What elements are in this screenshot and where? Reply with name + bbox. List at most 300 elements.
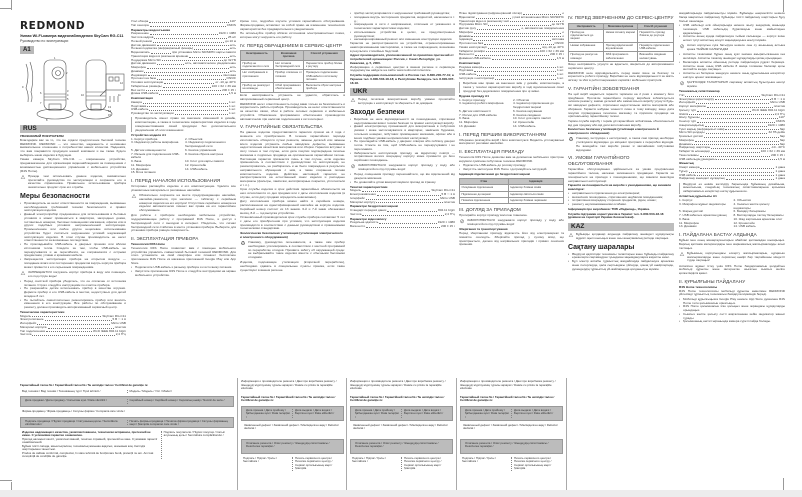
repair-coupon bbox=[460, 380, 563, 485]
signature-field: Подпись / Підпис / Қолы / Semnătura / bbox=[243, 455, 277, 463]
parts-list-item: 9. База bbox=[679, 216, 690, 221]
chapter-heading: II. ЕКСПЛУАТАЦІЯ ПРИЛАДУ bbox=[459, 149, 525, 154]
spec-value: 110° bbox=[229, 20, 236, 23]
seller-signature-field: Подпись продавца / Підпис продавця / Сатушының қолы / Semnătura vânzătorului / bbox=[25, 418, 118, 426]
spec-label: Micro SD қолдауы bbox=[679, 130, 705, 135]
parts-list-item: 12. Кронштейн bbox=[733, 220, 755, 225]
column-6 bbox=[568, 12, 674, 488]
accept-date-field: Дата приема / Дата прийому / Қабылданған күні / Data recepției / bbox=[465, 407, 509, 419]
spec-label: Жиілік bbox=[679, 111, 689, 116]
callout-13: 13 bbox=[108, 106, 111, 110]
spec-value: от -10 до 40°С bbox=[215, 80, 236, 84]
bullet-item: • Қосымшаның негізгі экранында камера суреті пайда болады. bbox=[679, 320, 785, 324]
table-cell: Немає сигналу мережі bbox=[604, 29, 638, 42]
spec-label: Разрешение bbox=[131, 31, 149, 36]
spec-label: Габаритные размеры bbox=[131, 83, 162, 88]
table-cell: Прилад відключений від живлення bbox=[604, 42, 638, 52]
spec-label: Қосылу түрі bbox=[679, 107, 696, 112]
spec-label: Вага нетто bbox=[350, 224, 366, 228]
serial-number-field: Серийный номер / Серійний номер / Сериялық нөмір / Număr de serie / bbox=[127, 399, 232, 404]
bullet-item: • Не дозволяйте дітям використовувати прилад як іграшку. bbox=[350, 181, 455, 185]
spec-value: 1,5 м bbox=[777, 156, 785, 161]
spec-label: Интерфейс bbox=[679, 100, 696, 105]
note-text: Упаковку, інструкцію з експлуатації, а також сам прилад необхідно утилізувати відповідно до місцевої програми з переробки відходів. Не викидайте такі вироби разом зі звичайними побутовими відходами. bbox=[576, 136, 674, 152]
table-header-cell: Індикація bbox=[508, 179, 563, 185]
leader-dots bbox=[377, 193, 441, 196]
paragraph: Аспаппен жұмыс істеу үшін R4S Home бағдарламасын қолдайтын мобильді құрылғы және интернетке шығатын сымсыз желіге қолжетімділік қажет. bbox=[679, 263, 785, 276]
spec-value: 100 × 62 × 39 мм bbox=[539, 48, 564, 53]
parts-list-item: 8. Кнопка скидання bbox=[513, 112, 541, 117]
prohibited-icon: ⊘ bbox=[459, 219, 465, 226]
subheading: Устройство модели A1 bbox=[131, 132, 166, 137]
bullet-item: • Перед очищенням приладу переконайтеся, що він відключений від джерела живлення. bbox=[350, 173, 455, 181]
leader-dots bbox=[362, 213, 443, 216]
leader-dots bbox=[376, 201, 442, 204]
spec-value: бар bbox=[779, 137, 785, 142]
subheading: Індикація підключення до бездротової мережі bbox=[459, 171, 531, 176]
bullet-item: • потрапляння всередину сторонніх предметів, рідин, комах; bbox=[568, 199, 674, 203]
spec-value: 200 ± 15 г bbox=[221, 87, 236, 92]
brand-logo: REDMOND bbox=[20, 20, 86, 32]
leader-dots bbox=[473, 38, 550, 41]
parts-list-item: 14. USB-кабель bbox=[185, 166, 208, 171]
paragraph: Если неисправность устранить не удается, обратитесь в авторизованный сервисный центр. bbox=[240, 93, 345, 101]
issue-date-field: Дата выдачи / Дата видачі / Берілген күні / Data eliberării / bbox=[511, 409, 560, 418]
dates-box bbox=[350, 406, 453, 421]
service-stamp-field: Печать сервисного центра / Печатка сервісного центру / Сервис орталығының мөрі / Ștampila bbox=[292, 457, 344, 471]
note-block bbox=[131, 194, 236, 213]
spec-value: 1 дана bbox=[775, 172, 785, 177]
spec-label: USB-кабель bbox=[459, 72, 477, 76]
subheading: Технология R4S Home bbox=[131, 242, 165, 246]
leader-dots bbox=[144, 70, 228, 73]
signature-row bbox=[460, 457, 563, 471]
spec-label: Пайдалану шарттары bbox=[679, 145, 711, 150]
spec-label: Микрофон bbox=[131, 65, 147, 69]
spec-value: 1,5 м bbox=[228, 91, 236, 96]
table-cell: Підключено до мережі bbox=[460, 191, 509, 197]
repair-info-label: Информация о производителе ремонта / Дані про виробника ремонту / Жөндеуді жүргізушінің туралы ақпарат / Datele cu privire la reparațiile efectuate bbox=[460, 379, 556, 390]
spec-label: Түнгі жарық (инфрақызыл шам) bbox=[679, 126, 725, 131]
bullet-item: • Запустіть застосунок R4S Home і дотримуйтесь інструкцій. bbox=[459, 168, 564, 172]
parts-list bbox=[459, 99, 564, 129]
spec-value: бар bbox=[779, 134, 785, 139]
parts-list-item: 2. Об'єктив bbox=[513, 97, 529, 102]
leader-dots bbox=[164, 81, 214, 84]
spec-value: SkyCam RG-C11 bbox=[431, 188, 455, 193]
chapter-heading: VI. УМОВИ ГАРАНТІЙНОГО ОБСЛУГОВУВАННЯ bbox=[568, 155, 630, 167]
paragraph: Перед зберіганням приладу відключіть його від електромережі та повністю охолодіть. Зберігайте прилад у сухому місці, що провітрюється, далеко від нагрівальних приладів і прямих сонячних променів. bbox=[459, 231, 564, 247]
spec-value: Wi-Fi IEEE 802.11 b/g/n bbox=[752, 107, 785, 112]
spec-value: 1 шт. bbox=[229, 103, 236, 108]
leader-dots bbox=[474, 31, 561, 34]
language-section-bar: RUS bbox=[20, 125, 126, 133]
callout-8: 8 bbox=[46, 119, 48, 123]
parts-list-item: 12. Кронштейн bbox=[185, 162, 207, 167]
accept-date-field: Дата приема / Дата прийому / Қабылданған күні / Data recepției / bbox=[246, 407, 290, 419]
subheading: R4S Home технологиясы bbox=[679, 284, 718, 289]
note-block bbox=[20, 175, 126, 190]
leader-dots bbox=[175, 112, 228, 115]
table-cell: Прибор не подключается к сети bbox=[241, 60, 274, 70]
spec-label: Індикація bbox=[459, 37, 473, 42]
declared-defect-field: Заявленный дефект / Заявлений дефект / Мәлімделген ақау / Defectul declarat / bbox=[463, 422, 558, 430]
parts-list-item: 1. Корпус bbox=[679, 198, 693, 203]
page-bottom-strip bbox=[0, 490, 802, 497]
leader-dots bbox=[163, 85, 211, 88]
table-cell: Нет изображения в приложении bbox=[241, 70, 274, 83]
bullet-item: • Бұл электр аспабы тұрмыстық жағдайларда пайдалануға арналған және пәтерлерде, қала сыртындағы үйлерде, қонақ үй нөмірлерінде, дүкендердің тұрмыстық үй-жайларында қолданылуы мүмкін. bbox=[568, 260, 674, 271]
spec-row bbox=[350, 213, 455, 217]
spec-label: Шолу бұрышы bbox=[679, 115, 700, 120]
subheading: Параметри бездротової мережі bbox=[350, 204, 399, 209]
dates-box bbox=[241, 406, 344, 421]
spec-row bbox=[131, 24, 236, 28]
coupon-title bbox=[350, 396, 453, 403]
table-cell: Індикатор світиться синім bbox=[508, 191, 563, 197]
declared-defect-field: Заявленный дефект / Заявлений дефект / Мәлімделген ақау / Defectul declarat / bbox=[353, 422, 448, 430]
parts-list-item: 6. Кнопка управления bbox=[185, 147, 217, 152]
chapter-heading: III. ДОГЛЯД ЗА ПРИЛАДОМ bbox=[459, 207, 521, 213]
spec-label: USB кабельдің ұзындығы bbox=[679, 156, 716, 161]
parts-list-item: 1. Корпус приладу bbox=[459, 97, 486, 102]
bullet-item: • Аспапты өз бетіңізше жөндеуге немесе оның құрылымына өзгерістер енгізуге әрекет жасамаңыз. bbox=[679, 72, 785, 80]
document-subtitle: Руководство по эксплуатации bbox=[20, 38, 69, 43]
spec-label: Тип сенсора bbox=[131, 22, 149, 27]
leader-dots bbox=[154, 36, 227, 39]
spec-value: есть, автоматическое уведомление bbox=[184, 61, 236, 66]
spec-value: есть bbox=[229, 53, 236, 58]
parts-list-item: 5. Жарық датчигі bbox=[679, 209, 704, 214]
parts-list-item: 11. Микрофон bbox=[679, 220, 700, 225]
spec-label: Розумна камера bbox=[459, 64, 483, 69]
note-block bbox=[240, 241, 345, 260]
parts-list-item: 10. Жад картасына арналған слот bbox=[733, 216, 783, 221]
repair-coupon bbox=[350, 380, 453, 485]
repair-info-label: Информация о производителе ремонта / Дані про виробника ремонту / Жөндеуді жүргізушінің туралы ақпарат / Datele cu privire la reparațiile efectuate bbox=[350, 379, 446, 390]
bullet-item: • Данный электроприбор предназначен для использования в бытовых условиях и может применяться в квартирах, загородных домах, гостиничных номерах, бытовых помещениях магазинов, офисах или в других подобных условиях непромышленной эксплуатации. Промышленное или любое другое нецелевое использование устройства будет считаться нарушением условий надлежащей эксплуатации изделия. В этом случае производитель не несет ответственности за возможные последствия. bbox=[20, 213, 126, 243]
spec-label: Камера bbox=[131, 99, 142, 104]
parts-list-item: 2. Объектив bbox=[185, 136, 203, 141]
spec-value: 1 шт. bbox=[557, 75, 564, 80]
leader-dots bbox=[147, 105, 228, 108]
parts-list-item: 8. Кнопка сброса настроек bbox=[185, 151, 224, 156]
spec-label: Підтримка Micro SD bbox=[459, 22, 488, 27]
note-text: ЗАПРЕЩАЕТСЯ погружать корпус прибора в воду или помещать его под струю воды! bbox=[28, 269, 126, 278]
chapter-heading: IV. ПЕРЕД ОБРАЩЕНИЕМ В СЕРВИС-ЦЕНТР bbox=[240, 42, 343, 48]
spec-value: 200 ± 15 г bbox=[440, 224, 455, 228]
parts-list-item: 1. Корпус прибора bbox=[131, 136, 158, 141]
spec-value: 32 ГБ дейін bbox=[768, 130, 785, 135]
chapter-heading: V. ГАРАНТІЙНІ ЗОБОВ'ЯЗАННЯ bbox=[568, 85, 640, 91]
spec-label: USB-кабель bbox=[131, 107, 149, 112]
section-heading: Заходи безпеки bbox=[350, 108, 405, 116]
declared-defect-field: Заявленный дефект / Заявлений дефект / Мәлімделген ақау / Defectul declarat / bbox=[244, 422, 339, 430]
parts-list-item: 2. Объектив bbox=[733, 198, 751, 203]
note-block bbox=[131, 117, 236, 132]
spec-value: 1 шт. bbox=[229, 99, 236, 104]
note-text: Бұйымды қолданар алдында пайдалану жөніндегі нұсқаулықты мұқият оқып шығыңыз және оны анықтамалық ретінде сақтаңыз. bbox=[576, 232, 674, 240]
spec-label: Матеріал корпусу bbox=[350, 199, 376, 204]
parts-list bbox=[679, 199, 785, 229]
spec-value: бар bbox=[779, 126, 785, 131]
leader-dots bbox=[483, 66, 556, 69]
seller-field: Фирма-продавец / Фірма-продавець / Сатушы фирма / Compania care vinde / bbox=[22, 409, 126, 413]
spec-label: Динамик bbox=[679, 141, 692, 146]
chapter-heading: I. ПАЙДАЛАНА БАСТАУ АЛДЫНДА bbox=[679, 232, 757, 238]
parts-list-item: 11. Мікрофон bbox=[459, 120, 478, 124]
leader-dots bbox=[689, 170, 775, 173]
spec-label: Видеозапись bbox=[131, 50, 150, 54]
paragraph: Протирайте корпус приладу вологою тканиною. bbox=[459, 213, 528, 218]
spec-row bbox=[350, 225, 455, 229]
note-text: Аспап корпусын суға батыруға немесе оны су ағынының астына қоюға ТЫЙЫМ САЛЫНАДЫ! bbox=[687, 43, 785, 52]
spec-label: Смарт камера bbox=[679, 165, 700, 170]
spec-value: є bbox=[562, 29, 564, 34]
parts-list-item: 14. USB кабель bbox=[733, 224, 756, 229]
leader-dots bbox=[696, 101, 769, 104]
paragraph: Якщо несправність усунути не вдається, зверніться до авторизованого сервісного центру. bbox=[568, 62, 674, 71]
spec-label: Модель bbox=[20, 313, 32, 318]
parts-list-item: 10. Слот для карты памяти bbox=[185, 159, 224, 163]
spec-label: Условия эксплуатации bbox=[131, 80, 164, 84]
spec-label: Динамик bbox=[131, 68, 144, 73]
table-cell: Прилад не підключається до мережі bbox=[569, 29, 604, 42]
leader-dots bbox=[477, 27, 520, 30]
warning-icon: ⚠ bbox=[20, 270, 26, 277]
spec-value: у разі встановлення Micro SD/SDHC bbox=[512, 14, 564, 19]
spec-label: Інтерфейс bbox=[350, 195, 365, 200]
table-cell: Перевірте підключення USB-кабелю bbox=[637, 42, 673, 52]
dates-box bbox=[460, 406, 563, 421]
spec-value: є bbox=[562, 18, 564, 23]
table-header-cell: Способ устранения bbox=[304, 51, 345, 61]
bullet-item: • Перед очисткой прибора убедитесь, что он отключен от источника питания. Строго следуйте инструкциям по очистке прибора. bbox=[20, 280, 126, 288]
fold-line bbox=[456, 378, 457, 490]
bullet-item: • Өндіруші қауіпсіздік техникасы талаптарын және бұйымды пайдалану ережелерін сақтамаудан туындаған зақымдануларға жауапты емес. bbox=[568, 253, 674, 261]
parts-list bbox=[131, 138, 236, 176]
figure-label: A1 bbox=[20, 46, 34, 54]
spec-value: бар bbox=[779, 141, 785, 146]
spec-label: Электрмен қоректендіру bbox=[679, 96, 715, 101]
spec-value: 1 шт. bbox=[229, 111, 236, 115]
bullet-item: • Не пытайтесь самостоятельно ремонтировать прибор или вносить изменения в его конструкцию. Все работы по обслуживанию и ремонту должен производить авторизованный сервисный центр. bbox=[20, 299, 126, 310]
leader-dots bbox=[706, 131, 768, 134]
paragraph: Умная камера SkyCam RG-C11 — современное устройство, предназначенное для организации видеонаблюдения за помещением с возможностью дистанционного управления с мобильного устройства (R4S Home). bbox=[20, 157, 126, 173]
spec-label: Датчик движения bbox=[131, 42, 156, 47]
issue-date-field: Дата выдачи / Дата видачі / Берілген күні / Data eliberării / bbox=[401, 409, 450, 418]
note-text: Упаковку, руководство пользователя, а также сам прибор необходимо утилизировать в соответствии с местной программой по переработке отходов. Проявите заботу об окружающей среде: не выбрасывайте такие изделия вместе с обычными бытовыми отходами. bbox=[248, 240, 345, 260]
table-cell: Нет сигнала беспроводной сети bbox=[273, 60, 304, 70]
bullet-item: • Сымсыз желіге қосылу сәтті аяқталғаннан кейін индикатор жанып тұрады. bbox=[679, 313, 785, 321]
spec-label: Корпус материалы bbox=[679, 104, 706, 109]
warning-icon: ⚠ bbox=[131, 194, 137, 200]
leader-dots bbox=[689, 113, 774, 116]
spec-label: Микрофон bbox=[679, 137, 695, 142]
paragraph: Кроме того, подробно изучите условия гарантийного обслуживания. Фирма-продавец оставляет за собой право на изменение технических характеристик без предварительного уведомления. bbox=[240, 20, 345, 31]
spec-value: -10...40°С bbox=[771, 145, 785, 150]
leader-dots bbox=[32, 333, 114, 336]
spec-value: від -10 до 40°С bbox=[542, 44, 564, 49]
spec-label: Интерфейс bbox=[20, 321, 37, 326]
spec-label: Пайдалану жөніндегі нұсқаулық bbox=[679, 176, 725, 181]
service-stamp-field: Печать сервисного центра / Печатка сервісного центру / Сервис орталығының мөрі / Ștampila bbox=[511, 457, 563, 471]
recycle-bin-icon: ♻ bbox=[240, 241, 246, 248]
spec-value: Micro USB bbox=[111, 321, 126, 326]
prohibited-icon: ⊘ bbox=[679, 81, 685, 88]
spec-label: Угол обзора bbox=[131, 20, 149, 23]
spec-label: Тип подключения bbox=[20, 328, 46, 333]
paragraph: Гарантия не распространяется на устройства, отремонтированные неавторизованными мастерскими, а также на повреждения, возникшие в результате стихийных бедствий. bbox=[350, 41, 455, 53]
coupon-title bbox=[460, 396, 563, 403]
spec-value: 100 × 62 × 39 мм bbox=[760, 149, 785, 154]
leader-dots bbox=[492, 57, 556, 60]
prohibited-icon: ⊘ bbox=[350, 164, 356, 171]
bullet-item: • Производитель не несет ответственности за повреждения, вызванные несоблюдением требований техники безопасности и правил эксплуатации изделия. bbox=[20, 202, 126, 213]
parts-list-item: 10. Слот для карти пам'яті bbox=[513, 116, 552, 121]
bullet-item: • Балаларға аспапты ойыншық ретінде пайдалануға рұқсат бермеңіз. Аспапты және оның USB кабелін 8 жасқа толмаған балалар қолы жетпейтін жерде сақтаңыз. bbox=[679, 61, 785, 72]
subheading: Гарантія не поширюється на вироби з ушкодженнями, що виникли внаслідок: bbox=[568, 183, 672, 192]
callout-11: 11 bbox=[118, 94, 121, 98]
leader-dots bbox=[488, 46, 542, 49]
note-text: ЗАБОРОНЯЄТЬСЯ занурювати корпус приладу у воду або поміщати його під струмінь води! bbox=[358, 163, 455, 171]
parts-list-item: 6. Кнопка керування bbox=[513, 108, 543, 113]
spec-label: Умови експлуатації bbox=[459, 44, 487, 49]
column-4 bbox=[350, 12, 455, 375]
spec-value: пластик bbox=[443, 199, 455, 204]
warning-icon: ⚠ bbox=[568, 233, 574, 240]
bullet-item: • Запустите приложение R4S Home и следуйте инструкциям на экране мобильного устройства. bbox=[131, 270, 236, 278]
troubleshooting-table bbox=[240, 50, 345, 93]
leader-dots bbox=[366, 197, 439, 200]
spec-value: Micro USB bbox=[440, 195, 455, 200]
leader-dots bbox=[153, 40, 224, 43]
spec-value: 2,4 ГГц bbox=[444, 211, 455, 216]
table-row bbox=[241, 60, 345, 70]
table-cell: Очікування підключення bbox=[460, 185, 509, 191]
subheading: Жиынтық bbox=[679, 161, 694, 166]
spec-label: Материал корпуса bbox=[20, 324, 47, 329]
spec-value: есть bbox=[229, 46, 236, 51]
note-text: Обязательно сохраните на месте предупреждающие наклейки, наклейки-указатели, при наличии — табличку с серийным номером изделия на его корпусе! Отсутствие серийного номера на изделии автоматически лишает вас права на его гарантийное обслуживание. bbox=[139, 193, 236, 212]
parts-list-item: 4. Сымсыз желіге қосылу индикаторы bbox=[733, 201, 770, 210]
repair-description-box bbox=[350, 439, 453, 454]
note-block bbox=[459, 82, 564, 93]
repair-description-field: Описание ремонта / Опис ремонту / Жөндеудің сипаттамасы / Descrierea reparației / bbox=[355, 440, 439, 448]
spec-value: ONVIF bbox=[554, 41, 564, 45]
crop-mark bbox=[11, 0, 12, 10]
note-text: Бұйымның корпусындағы ескерту жапсырмаларын, нұсқағыш жапсырмаларды және сериялық нөмірі бар тақтайшаны міндетті түрде сақтаңыз! bbox=[687, 250, 785, 263]
spec-value: 802.11 b/g/n bbox=[438, 208, 455, 212]
quality-statement-ukr: Прилад належної якості, укомплектований, технічно справний, претензій не маю. З умовами гарантії ознайомлений. bbox=[22, 436, 158, 444]
fold-line bbox=[566, 378, 567, 490]
table-row bbox=[569, 29, 674, 42]
bullet-item: • Даний електроприлад призначений для використання в побутових умовах і може застосовуватися в квартирах, заміських будинках, готельних номерах, побутових приміщеннях магазинів, офісах або в інших подібних умовах непромислової експлуатації. bbox=[350, 125, 455, 140]
note-text: Өндіруші өз өнімін жетілдіру барысында бұйымның дизайнына, жиынтығына, сондай-ақ техникалық сипаттамаларына қосымша хабарламасыз өзгерістер енгізу құқығына ие. bbox=[683, 181, 785, 194]
language-section-bar: UKR bbox=[350, 88, 455, 96]
table-cell: Перемістіть прилад ближче до роутера bbox=[637, 29, 673, 42]
spec-value: до 32 ГБ bbox=[223, 57, 236, 62]
column-1-body bbox=[20, 125, 126, 337]
callout-7: 7 bbox=[40, 102, 42, 106]
spec-value: SkyCam RG-C11 bbox=[761, 92, 785, 97]
fold-line bbox=[237, 378, 238, 490]
spec-label: Трансляция видео в реальном времени bbox=[131, 53, 189, 58]
chapter-heading: II. ҚҰРЫЛҒЫНЫ ПАЙДАЛАНУ bbox=[679, 278, 746, 284]
subheading: Технічні характеристики bbox=[350, 184, 388, 189]
subheading: Комплектация bbox=[131, 96, 153, 100]
parts-list-item: 5. Датчик освещенности bbox=[131, 147, 166, 152]
note-block bbox=[679, 183, 785, 194]
subheading: Техникалық сипаттамалар bbox=[679, 89, 720, 94]
spec-value: 5 В ⎓ 1 А bbox=[771, 96, 785, 101]
spec-label: Частота bbox=[20, 332, 32, 337]
troubleshooting-table bbox=[459, 178, 564, 204]
spec-label: Тұғыр bbox=[679, 168, 688, 173]
table-row bbox=[569, 52, 674, 62]
leader-dots bbox=[143, 101, 228, 104]
leader-dots bbox=[700, 166, 774, 169]
paragraph: Дату изготовления прибора можно найти в серийном номере, расположенном на идентификационной наклейке на корпусе изделия. Серийный номер состоит из 13 знаков. 6-й и 7-й знаки обозначают месяц, 8-й — год выпуска устройства. bbox=[240, 199, 345, 215]
column-1 bbox=[20, 20, 126, 375]
spec-label: Мікрофон bbox=[459, 29, 474, 34]
signature-field: Подпись / Підпис / Қолы / Semnătura / bbox=[352, 455, 386, 463]
warning-icon: ⚠ bbox=[20, 174, 26, 181]
spec-value: 2,4 ГГц bbox=[115, 332, 126, 337]
spec-label: Индикация bbox=[131, 72, 147, 77]
subheading: Экологически безопасная утилизация (утилизация электрического и электронного оборудования) bbox=[240, 231, 343, 239]
spec-value: CMOS bbox=[226, 22, 236, 27]
callout-6: 6 bbox=[40, 92, 42, 96]
bullet-item: • USB кабельді есік ойықтарында немесе жылу көздерінің жанында төсемеңіз. USB кабельдің бұралмауын және майыспауын қадағалаңыз. bbox=[679, 24, 785, 35]
parts-list-item: 13. Динамик bbox=[131, 166, 149, 171]
table-cell: Прилад не реагує на команди bbox=[569, 52, 604, 62]
leader-dots bbox=[474, 69, 556, 72]
guarantee-coupon bbox=[20, 384, 234, 484]
subheading: Параметри відеозапису bbox=[350, 216, 387, 221]
leader-dots bbox=[715, 98, 770, 101]
paragraph: R4S Home технологиясы мобильді құрылғы көмегімен REDMOND үйлесімді тұрмыстық техникасын басқаруға мүмкіндік береді. bbox=[679, 288, 785, 297]
chapter-heading: I. ПЕРЕД НАЧАЛОМ ИСПОЛЬЗОВАНИЯ bbox=[131, 178, 221, 183]
paragraph: REDMOND несет ответственность перед вами только за безопасность и корректность работы прибора. Производитель не несет ответственности за качество связи, сбои в работе сетевых сервисов и мобильных устройств. Обновление программного обеспечения производится автоматически при наличии подключения к сети интернет. bbox=[240, 101, 345, 121]
spec-label: Частота bbox=[350, 211, 362, 216]
table-cell: Індикатор блимає червоним bbox=[508, 197, 563, 203]
table-cell: Прибор не реагирует на команды bbox=[241, 83, 274, 93]
spec-label: Датчик движения bbox=[131, 61, 156, 66]
coupon-title: Гарантийный талон № / Гарантійний талон № / № кепілдік талон / Certificat de garanție nr. bbox=[20, 383, 149, 387]
spec-value: Micro USB bbox=[770, 100, 785, 105]
table-header-cell: Несправність bbox=[569, 23, 604, 29]
leader-dots bbox=[150, 24, 226, 27]
table-cell: Переместите прибор ближе к роутеру bbox=[304, 60, 345, 70]
spec-value: есть bbox=[229, 65, 236, 69]
table-cell: Сбой программного обеспечения bbox=[273, 83, 304, 93]
callout-10: 10 bbox=[81, 94, 84, 98]
chapter-heading: I. ПЕРЕД ПЕРШИМ ВИКОРИСТАННЯМ bbox=[459, 131, 547, 137]
prohibited-icon: ⊘ bbox=[679, 44, 685, 51]
callout-15: 15 bbox=[108, 114, 111, 118]
spec-label: Стандарт передачі даних bbox=[350, 208, 387, 212]
spec-label: Сенсор түрі bbox=[679, 119, 696, 124]
table-cell: Прибор отключен от питания bbox=[273, 70, 304, 83]
leader-dots bbox=[157, 62, 184, 65]
parts-list-item: 7. USB кабельге арналған ұяшық bbox=[679, 213, 727, 218]
section-heading: Сақтану шаралары bbox=[568, 243, 635, 251]
spec-label: Поддержка Micro SD bbox=[131, 57, 161, 62]
paragraph: Информацию о сервисных центрах в вашем регионе и сервисную поддержку вы найдете на сайте www.redmond.ru/service. bbox=[350, 64, 455, 73]
section-heading: Меры безопасности bbox=[20, 192, 90, 200]
spec-value: 1 шт. bbox=[557, 68, 564, 73]
